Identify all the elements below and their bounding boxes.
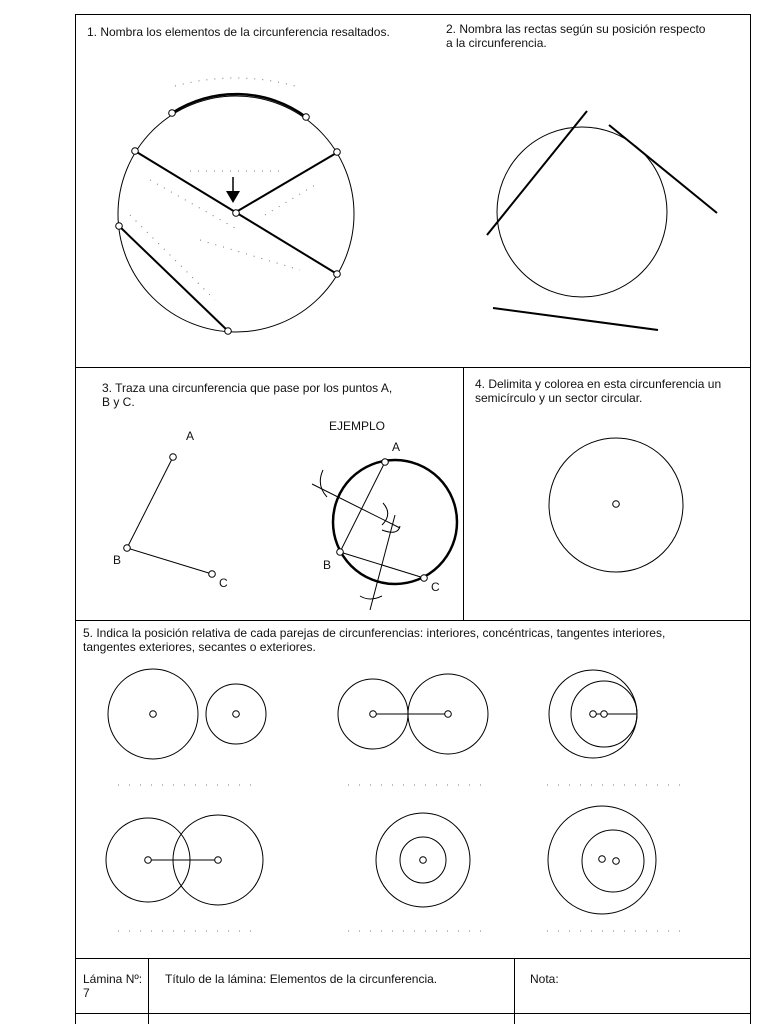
example-label-c: C — [431, 580, 440, 594]
center-arrow-head — [226, 191, 240, 203]
footer-title: Título de la lámina: Elementos de la circunferencia. — [165, 972, 438, 986]
exterior-line — [493, 308, 658, 330]
radius-line — [236, 152, 338, 212]
exercise-1-figure — [116, 78, 354, 334]
segment-bc — [127, 548, 212, 574]
exercise-4-instruction: 4. Delimita y colorea en esta circunferencia un semicírculo y un sector circular. — [475, 377, 722, 405]
exercise-2-figure — [487, 111, 717, 330]
pair-tangent-interior — [549, 670, 637, 758]
answer-dotted-lines — [130, 78, 315, 300]
footer-nota: Nota: — [530, 972, 559, 986]
point-label-c: C — [219, 576, 228, 590]
example-heading: EJEMPLO — [329, 419, 386, 433]
segment-ab — [127, 457, 173, 548]
example-segment-ab — [340, 462, 385, 552]
pair-tangent-exterior — [338, 674, 488, 754]
footer-lamina-number: 7 — [83, 986, 90, 1000]
highlighted-arc — [172, 94, 306, 117]
exercise-3-instruction: 3. Traza una circunferencia que pase por los puntos A, B y C. — [102, 381, 393, 409]
footer-lamina-label: Lámina Nº: — [83, 972, 143, 986]
exercise-1-instruction: 1. Nombra los elementos de la circunferencia resaltados. — [87, 25, 390, 39]
tangent-line — [609, 125, 717, 213]
exercise-5-figures — [106, 669, 687, 931]
point-label-b: B — [113, 553, 122, 567]
construction-arcs — [320, 470, 400, 599]
pair-interior — [548, 806, 656, 914]
example-figure — [312, 459, 457, 610]
exercise-3-figure — [124, 454, 216, 578]
bisector-ab — [312, 484, 400, 528]
pair-secant — [106, 815, 263, 905]
pair-concentric — [376, 813, 470, 907]
chord-line — [119, 226, 228, 331]
example-label-b: B — [323, 558, 332, 572]
secant-line — [487, 111, 587, 235]
point-label-a: A — [186, 429, 195, 443]
example-circumference — [333, 460, 457, 584]
exercise-2-instruction: 2. Nombra las rectas según su posición respecto a la circunferencia. — [446, 22, 706, 50]
example-label-a: A — [392, 440, 401, 454]
exercise-4-figure — [549, 438, 683, 572]
pair-exterior — [108, 669, 266, 759]
exercise-5-instruction: 5. Indica la posición relativa de cada parejas de circunferencias: interiores, concéntricas, tangentes interiores, tangentes exteriores, secantes o exteriores. — [83, 626, 666, 654]
